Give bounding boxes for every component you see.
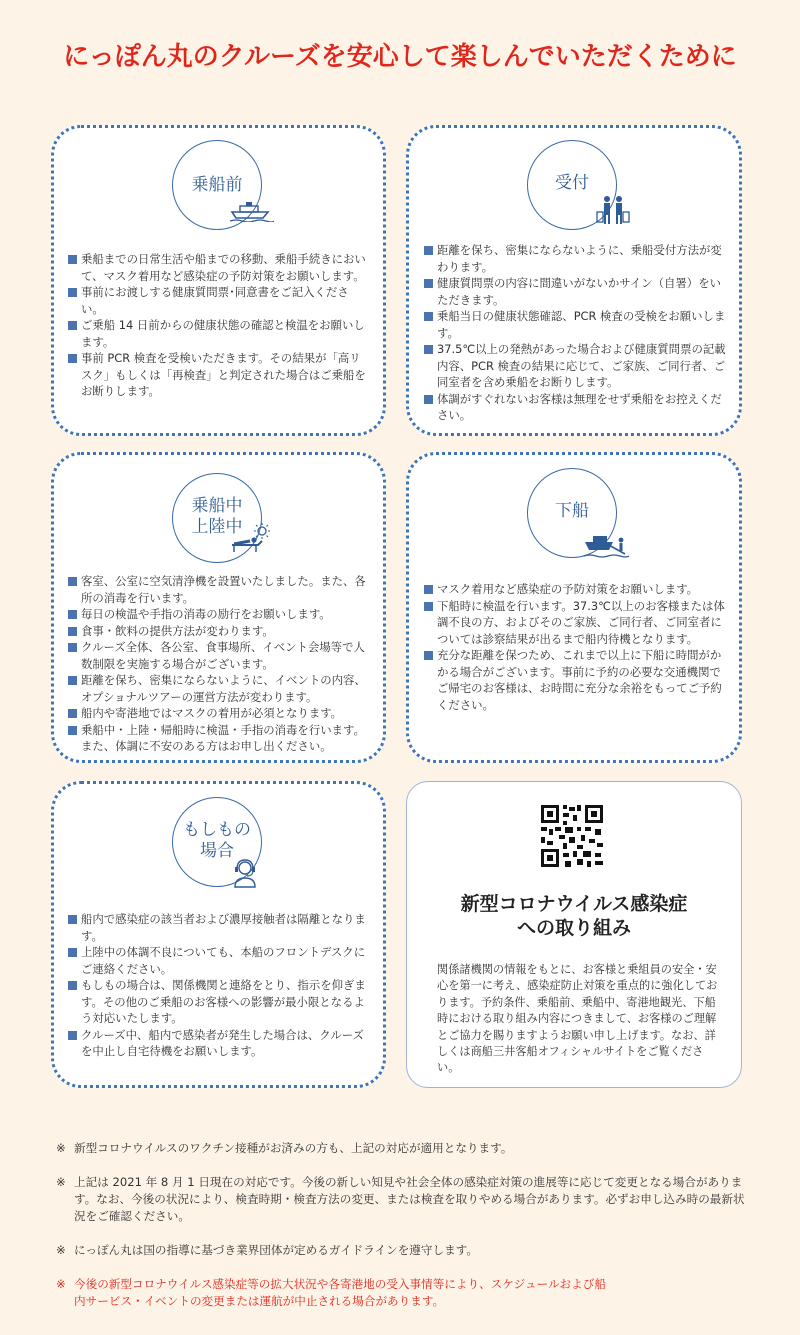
notes	[56, 1140, 756, 1157]
list-boarding	[67, 251, 370, 400]
note-mark: ※	[56, 1141, 66, 1155]
list-item: 毎日の検温や手指の消毒の励行をお願いします。	[67, 606, 373, 623]
list-item: クルーズ全体、各公室、食事場所、イベント会場等で人数制限を実施する場合がございます。	[67, 639, 373, 672]
note-date	[56, 1174, 756, 1225]
travelers-luggage-icon	[596, 195, 630, 225]
list-item: 体調がすぐれないお客様は無理をせず乗船をお控えください。	[423, 391, 728, 424]
sunbathing-icon	[228, 523, 272, 553]
note-mark: ※	[56, 1243, 66, 1257]
note-schedule-warning	[56, 1276, 616, 1310]
badge-label: 乗船中 上陸中	[191, 496, 243, 537]
list-onboard	[67, 573, 373, 755]
list-item: 下船時に検温を行います。37.3℃以上のお客様または体調不良の方、およびそのご家族、ご同行者、ご同室者については診察結果が出るまで船内待機となります。	[423, 598, 728, 648]
list-item: 事前 PCR 検査を受検いただきます。その結果が「高リスク」もしくは「再検査」と判定された場合はご乗船をお断りします。	[67, 350, 370, 400]
list-item: 乗船までの日常生活や船までの移動、乗船手続きにおいて、マスク着用など感染症の予防対策をお願いします。	[67, 251, 370, 284]
list-item: 船内で感染症の該当者および濃厚接触者は隔離となります。	[67, 911, 373, 944]
note-guideline	[56, 1242, 756, 1259]
note-mark: ※	[56, 1175, 66, 1189]
note-vaccine	[56, 1140, 756, 1157]
headset-operator-icon	[232, 858, 258, 888]
list-item: 船内や寄港地ではマスクの着用が必須となります。	[67, 705, 373, 722]
note-text: 上記は 2021 年 8 月 1 日現在の対応です。今後の新しい知見や社会全体の感染症対策の進展等に応じて変更となる場合があります。なお、今後の状況により、検査時期・検査方法の変更、または検査を取りやめる場合があります。必ずお申し込み時の最新状況をご確認ください。	[74, 1175, 745, 1223]
corona-body: 関係諸機関の情報をもとに、お客様と乗組員の安全・安心を第一に考え、感染症防止対策を重点的に強化しております。予約条件、乗船前、乗船中、寄港地観光、下船時における取り組み内容につきまして、お客様のご理解とご協力を賜りますようお願い申し上げます。なお、詳しくは商船三井客船オフィシャルサイトをご覧ください。	[437, 963, 718, 1075]
page-title: にっぽん丸のクルーズを安心して楽しんでいただくために	[63, 42, 737, 72]
notes	[56, 1242, 756, 1259]
list-item: 充分な距離を保つため、これまで以上に下船に時間がかかる場合がございます。事前に予約の必要な交通機関でご帰宅のお客様は、お時間に充分な余裕をもってご予約ください。	[423, 647, 728, 713]
list-item: 距離を保ち、密集にならないように、乗船受付方法が変わります。	[423, 242, 728, 275]
qr-code-icon[interactable]	[539, 803, 605, 869]
list-item: 37.5℃以上の発熱があった場合および健康質問票の記載内容、PCR 検査の結果に応じて、ご家族、ご同行者、ご同室者を含め乗船をお断りします。	[423, 341, 728, 391]
badge-label: 下船	[555, 501, 589, 521]
list-reception	[423, 242, 728, 424]
list-item: 乗船中・上陸・帰船時に検温・手指の消毒を行います。また、体調に不安のある方はお申し出ください。	[67, 722, 373, 755]
badge-label: もしもの 場合	[183, 820, 251, 861]
list-item: 上陸中の体調不良についても、本船のフロントデスクにご連絡ください。	[67, 944, 373, 977]
notes	[56, 1174, 756, 1225]
badge-label: 受付	[555, 173, 589, 193]
list-disembark	[423, 581, 728, 713]
list-item: 事前にお渡しする健康質問票･同意書をご記入ください。	[67, 284, 370, 317]
list-item: もしもの場合は、関係機関と連絡をとり、指示を仰ぎます。その他のご乗船のお客様への影響が最小限となるよう対応いたします。	[67, 977, 373, 1027]
list-emergency	[67, 911, 373, 1060]
ship-icon	[228, 200, 274, 222]
list-item: 距離を保ち、密集にならないように、イベントの内容、オプショナルツアーの運営方法が変わります。	[67, 672, 373, 705]
list-item: 乗船当日の健康状態確認、PCR 検査の受検をお願いします。	[423, 308, 728, 341]
corona-title: 新型コロナウイルス感染症 への取り組み	[460, 893, 688, 939]
note-text: にっぽん丸は国の指導に基づき業界団体が定めるガイドラインを遵守します。	[74, 1243, 478, 1257]
list-item: 健康質問票の内容に間違いがないかサイン（自署）をいただきます。	[423, 275, 728, 308]
note-text: 今後の新型コロナウイルス感染症等の拡大状況や各寄港地の受入事情等により、スケジュールおよび船内サービス・イベントの変更または運航が中止される場合があります。	[74, 1277, 606, 1308]
ship-gangway-icon	[583, 530, 629, 558]
list-item: マスク着用など感染症の予防対策をお願いします。	[423, 581, 728, 598]
list-item: ご乗船 14 日前からの健康状態の確認と検温をお願いします。	[67, 317, 370, 350]
notes	[56, 1276, 616, 1310]
list-item: 客室、公室に空気清浄機を設置いたしました。また、各所の消毒を行います。	[67, 573, 373, 606]
note-mark: ※	[56, 1277, 66, 1291]
badge-label: 乗船前	[191, 175, 243, 195]
note-text: 新型コロナウイルスのワクチン接種がお済みの方も、上記の対応が適用となります。	[74, 1141, 513, 1155]
list-item: クルーズ中、船内で感染者が発生した場合は、クルーズを中止し自宅待機をお願いします。	[67, 1027, 373, 1060]
list-item: 食事・飲料の提供方法が変わります。	[67, 623, 373, 640]
